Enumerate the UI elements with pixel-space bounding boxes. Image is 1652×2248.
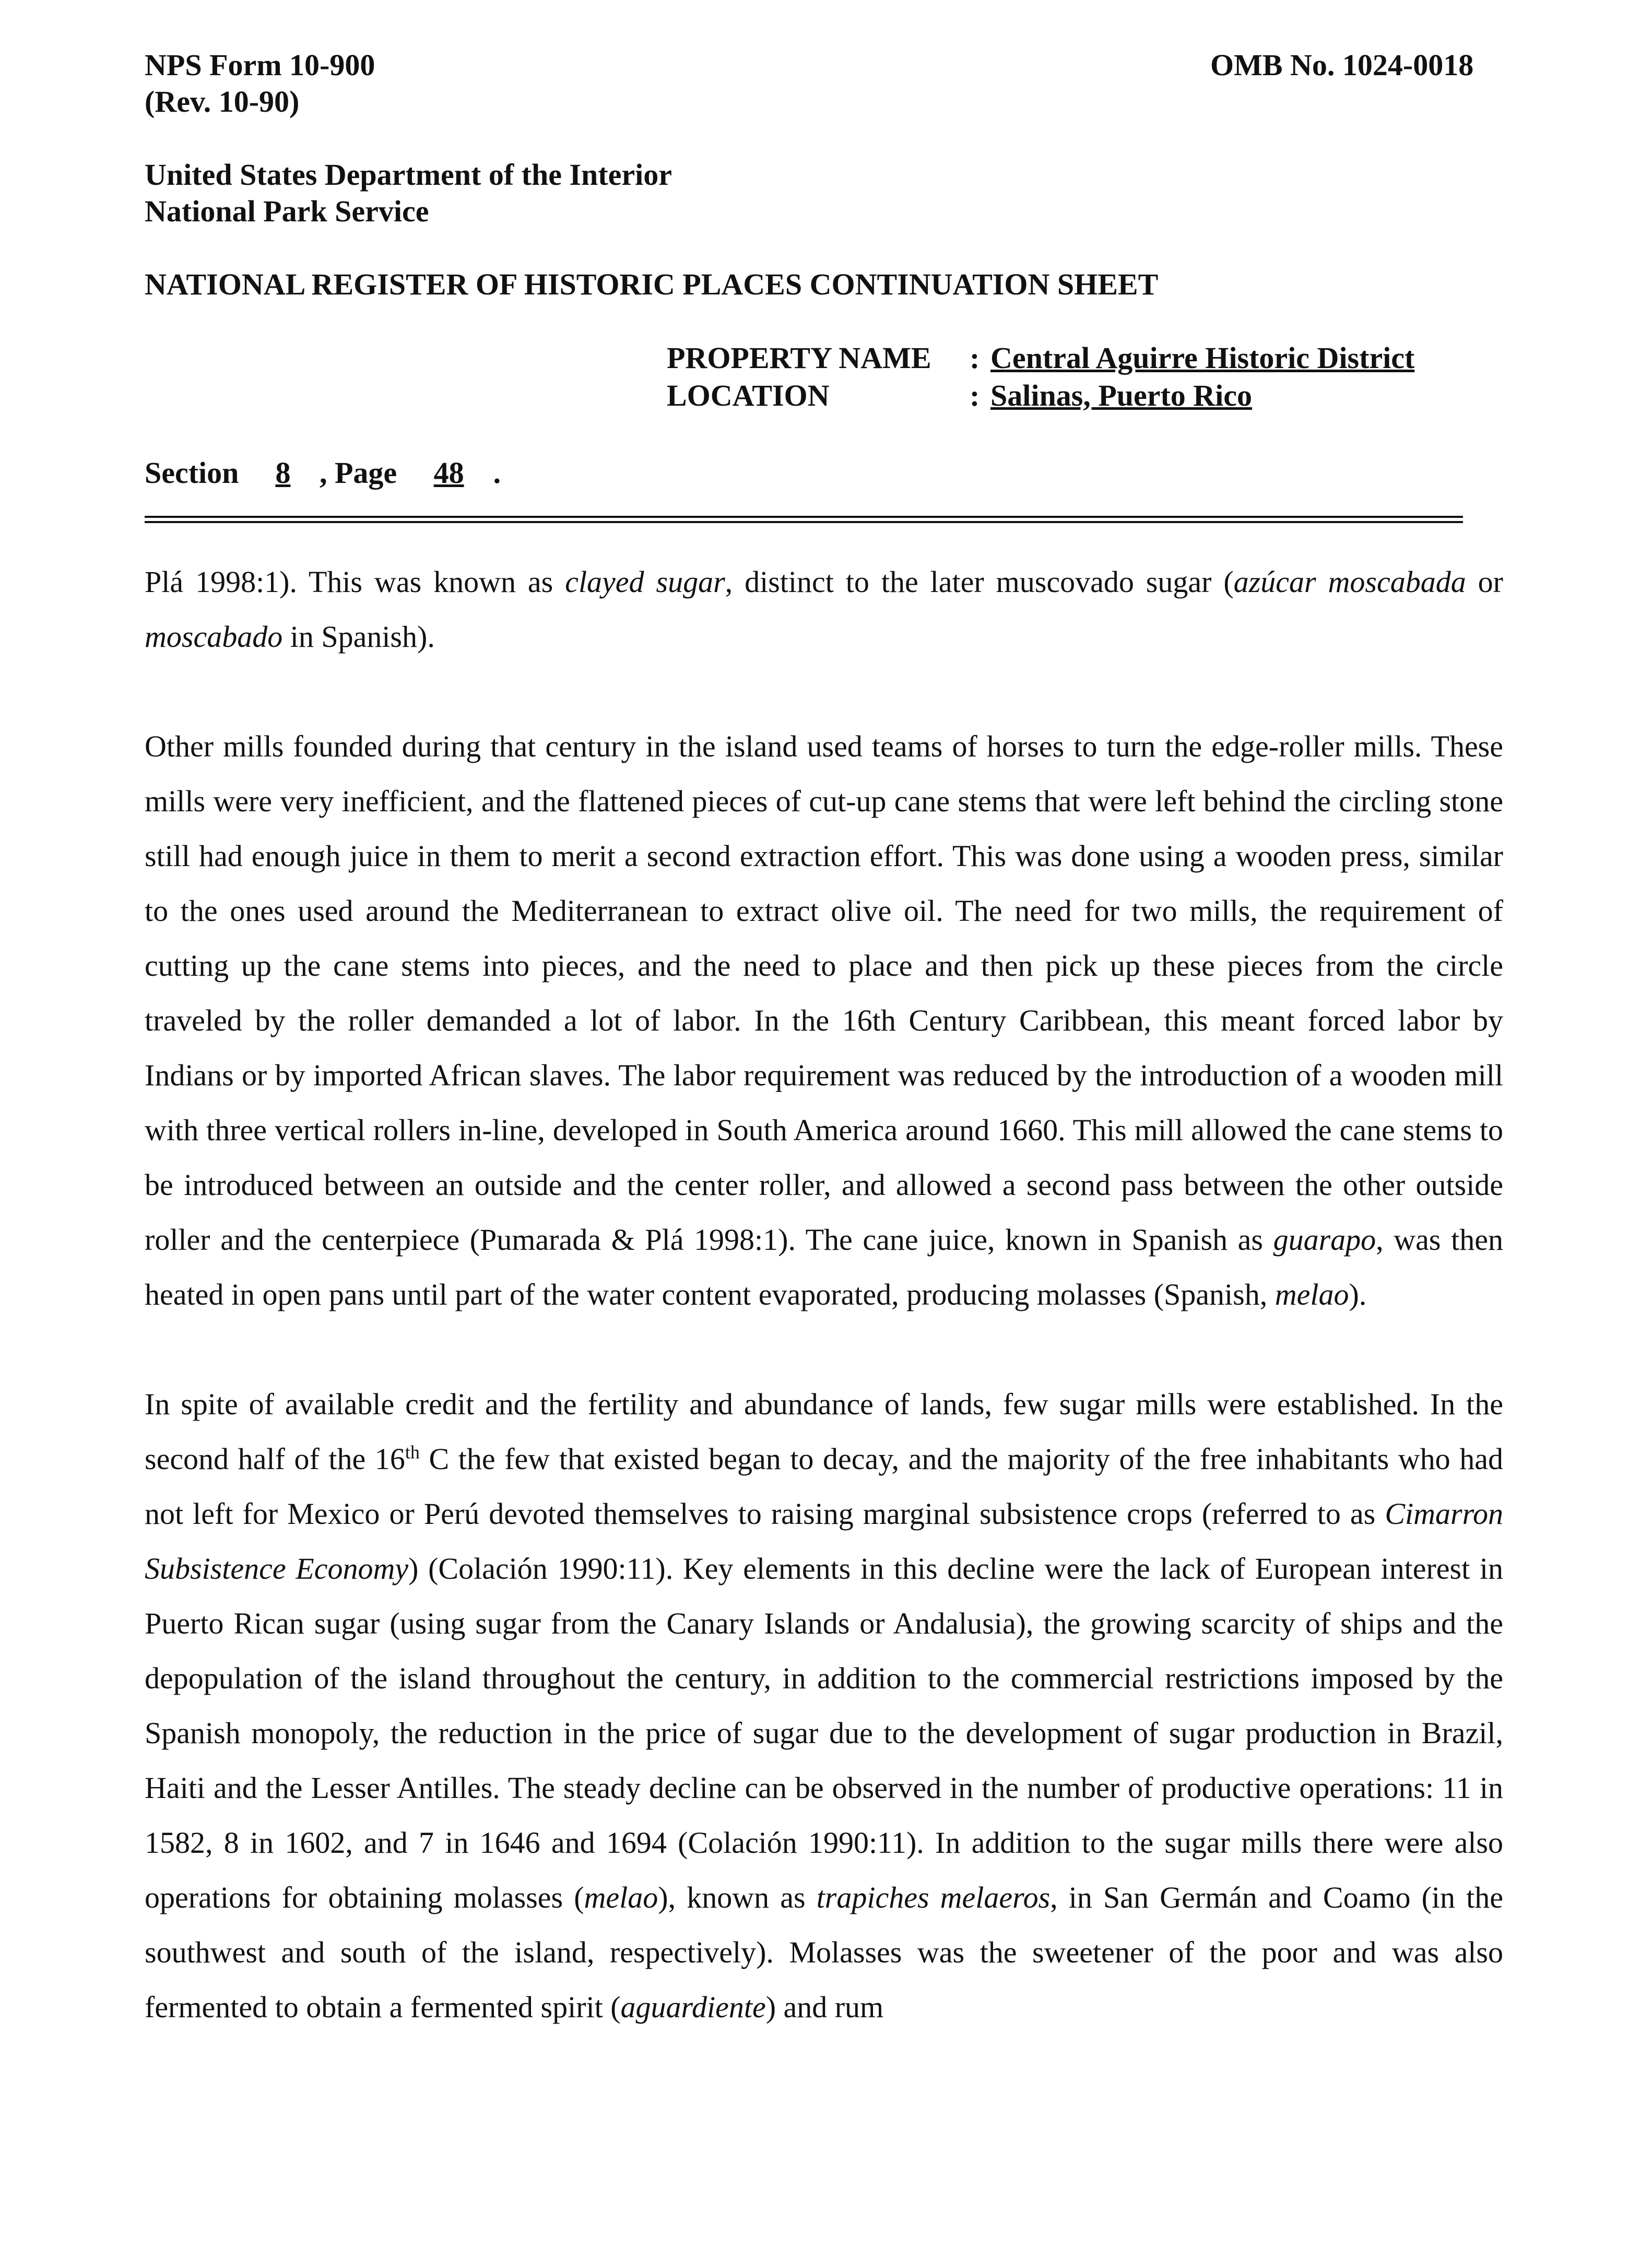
text-run: , was then heated in open pans until part of the water content evaporated, producing molasses (Spanish, — [145, 1223, 1503, 1311]
text-run: ), known as — [658, 1880, 817, 1914]
paragraph-3 — [145, 1377, 1503, 2034]
paragraph-2 — [145, 719, 1503, 1322]
page-label: Page — [334, 456, 397, 490]
text-run: or — [1466, 565, 1503, 599]
body-text — [145, 554, 1503, 2034]
italic-term: aguardiente — [620, 1990, 766, 2024]
text-run: In spite of available credit and the fertility and abundance of lands, few sugar mills were established. In the second half of the 16 — [145, 1387, 1503, 1476]
text-run: C the few that existed began to decay, and the majority of the free inhabitants who had not left for Mexico or Perú devoted themselves to raising marginal subsistence crops (referred to as — [145, 1442, 1503, 1531]
italic-term: moscabado — [145, 620, 283, 654]
department-name: United States Department of the Interior — [145, 158, 672, 192]
paragraph-1 — [145, 554, 1503, 664]
text-run: ). — [1349, 1277, 1367, 1311]
italic-term: Cimarron Subsistence Economy — [145, 1497, 1503, 1586]
italic-term: trapiches melaeros — [816, 1880, 1051, 1914]
superscript: th — [405, 1441, 420, 1463]
text-run: , distinct to the later muscovado sugar ( — [725, 565, 1234, 599]
colon: : — [970, 378, 980, 412]
text-run: Plá 1998:1). This was known as — [145, 565, 565, 599]
property-name-value: Central Aguirre Historic District — [990, 341, 1415, 375]
location-value: Salinas, Puerto Rico — [990, 378, 1253, 412]
text-run: , in San Germán and Coamo (in the southwest and south of the island, respectively). Molasses was the sweetener of the poor and was also fermented to obtain a fermented spirit ( — [145, 1880, 1503, 2024]
text-run: Other mills founded during that century in the island used teams of horses to turn the edge-roller mills. These mills were very inefficient, and the flattened pieces of cut-up cane stems that were left behind the circling stone still had enough juice in them to merit a second extraction effort. This was done using a wooden press, similar to the ones used around the Mediterranean to extract olive oil. The need for two mills, the requirement of cutting up the cane stems into pieces, and the need to place and then pick up these pieces from the circle traveled by the roller demanded a lot of labor. In the 16th Century Caribbean, this meant forced labor by Indians or by imported African slaves. The labor requirement was reduced by the introduction of a wooden mill with three vertical rollers in-line, developed in South America around 1660. This mill allowed the cane stems to be introduced between an outside and the center roller, and allowed a second pass between the other outside roller and the centerpiece (Pumarada & Plá 1998:1). The cane juice, known in Spanish as — [145, 729, 1503, 1257]
text-run: in Spanish). — [282, 620, 435, 654]
italic-term: melao — [584, 1880, 658, 1914]
section-number: 8 — [275, 456, 291, 490]
italic-term: clayed sugar — [565, 565, 725, 599]
sheet-title: NATIONAL REGISTER OF HISTORIC PLACES CONTINUATION SHEET — [145, 267, 1159, 301]
form-number: NPS Form 10-900 — [145, 48, 375, 82]
location-row — [667, 377, 1414, 415]
omb-number: OMB No. 1024-0018 — [1210, 48, 1474, 82]
italic-term: melao — [1275, 1277, 1349, 1311]
italic-term: azúcar moscabada — [1233, 565, 1466, 599]
agency-block — [145, 157, 672, 230]
form-identifier — [145, 47, 375, 120]
page-number: 48 — [433, 456, 464, 490]
text-run: ) (Colación 1990:11). Key elements in this decline were the lack of European interest in Puerto Rican sugar (using sugar from the Canary Islands or Andalusia), the growing scarcity of ships and the depopulation of the island throughout the century, in addition to the commercial restrictions imposed by the Spanish monopoly, the reduction in the price of sugar due to the development of sugar production in Brazil, Haiti and the Lesser Antilles. The steady decline can be observed in the number of productive operations: 11 in 1582, 8 in 1602, and 7 in 1646 and 1694 (Colación 1990:11). In addition to the sugar mills there were also operations for obtaining molasses ( — [145, 1552, 1503, 1914]
double-rule-divider — [145, 516, 1463, 523]
property-name-row — [667, 339, 1414, 377]
colon: : — [970, 341, 980, 375]
section-label: Section — [145, 456, 239, 490]
service-name: National Park Service — [145, 194, 429, 228]
location-label: LOCATION — [667, 378, 830, 412]
property-name-label: PROPERTY NAME — [667, 341, 931, 375]
property-info — [667, 339, 1414, 415]
italic-term: guarapo — [1273, 1223, 1376, 1257]
form-revision: (Rev. 10-90) — [145, 85, 300, 119]
section-page-line: Section 8 , Page 48 . — [145, 454, 501, 492]
text-run: ) and rum — [765, 1990, 884, 2024]
